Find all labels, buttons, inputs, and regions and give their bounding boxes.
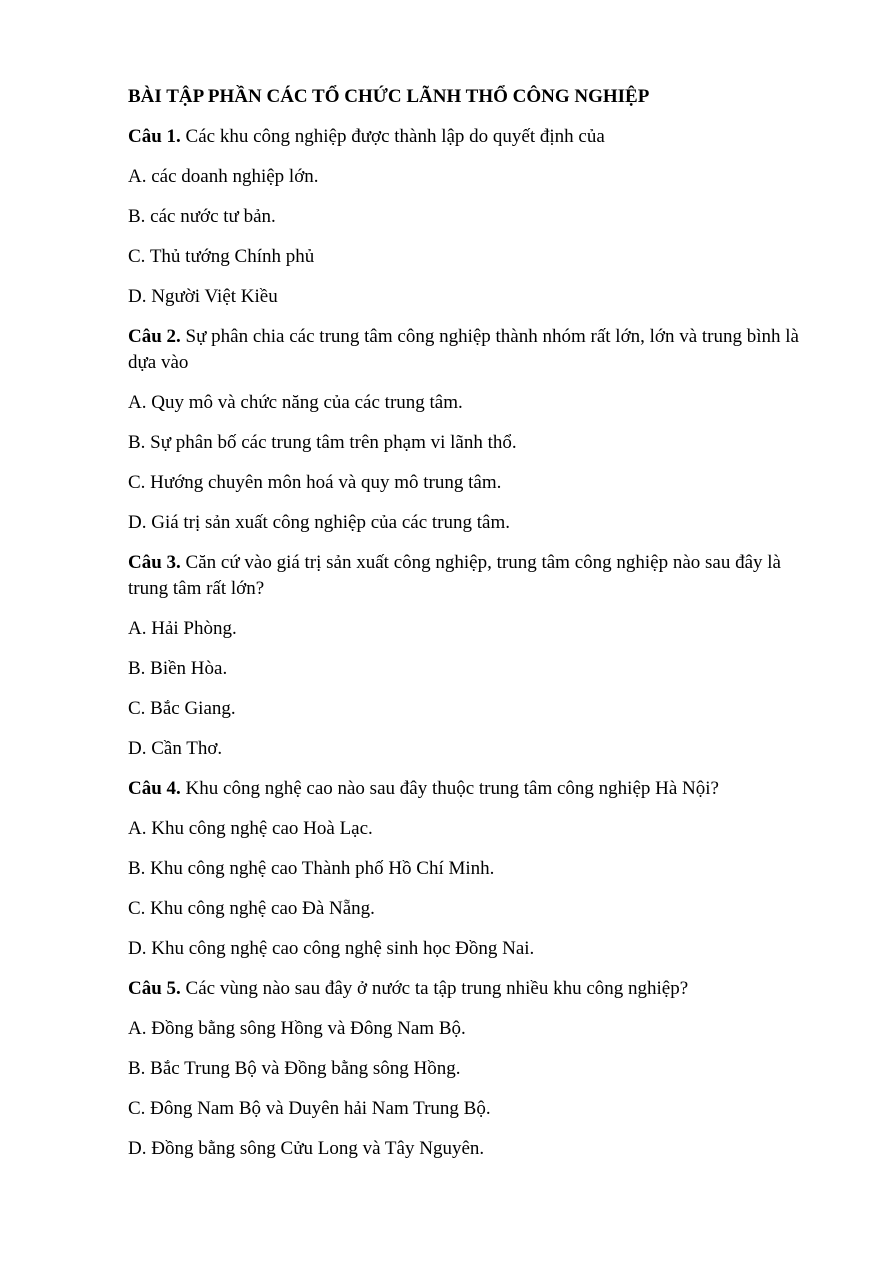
answer-option-a: A. Hải Phòng. xyxy=(128,618,237,639)
document-page xyxy=(128,84,818,1176)
answer-option-a: A. Khu công nghệ cao Hoà Lạc. xyxy=(128,818,373,839)
question-stem xyxy=(128,550,818,602)
answer-option-b: B. Sự phân bố các trung tâm trên phạm vi lãnh thổ. xyxy=(128,432,517,453)
question-block xyxy=(128,776,818,962)
answer-option-c: C. Thủ tướng Chính phủ xyxy=(128,246,315,267)
answer-option-b: B. Khu công nghệ cao Thành phố Hồ Chí Minh. xyxy=(128,858,495,879)
question-text: Các vùng nào sau đây ở nước ta tập trung nhiều khu công nghiệp? xyxy=(180,978,689,999)
answer-option-d: D. Người Việt Kiều xyxy=(128,286,278,307)
answer-option-b: B. các nước tư bản. xyxy=(128,206,276,227)
question-number: Câu 5. xyxy=(128,978,181,999)
question-block xyxy=(128,124,818,310)
answer-option-a: A. các doanh nghiệp lớn. xyxy=(128,166,319,187)
answer-option-d: D. Giá trị sản xuất công nghiệp của các trung tâm. xyxy=(128,512,510,533)
answer-option-c: C. Bắc Giang. xyxy=(128,698,236,719)
question-text: Căn cứ vào giá trị sản xuất công nghiệp, trung tâm công nghiệp nào sau đây là trung tâm rất lớn? xyxy=(128,552,781,599)
question-stem xyxy=(128,776,818,802)
question-stem xyxy=(128,124,818,150)
answer-option-c: C. Hướng chuyên môn hoá và quy mô trung tâm. xyxy=(128,472,502,493)
question-number: Câu 1. xyxy=(128,126,181,147)
answer-option-c: C. Đông Nam Bộ và Duyên hải Nam Trung Bộ. xyxy=(128,1098,491,1119)
document-title: BÀI TẬP PHẦN CÁC TỔ CHỨC LÃNH THỔ CÔNG NGHIỆP xyxy=(128,86,650,107)
question-block xyxy=(128,324,818,536)
question-block xyxy=(128,550,818,762)
question-stem xyxy=(128,324,818,376)
question-number: Câu 2. xyxy=(128,326,181,347)
answer-option-a: A. Quy mô và chức năng của các trung tâm. xyxy=(128,392,463,413)
answer-option-d: D. Cần Thơ. xyxy=(128,738,223,759)
question-text: Các khu công nghiệp được thành lập do quyết định của xyxy=(180,126,605,147)
question-number: Câu 3. xyxy=(128,552,181,573)
answer-option-d: D. Đồng bằng sông Cửu Long và Tây Nguyên. xyxy=(128,1138,485,1159)
question-text: Khu công nghệ cao nào sau đây thuộc trung tâm công nghiệp Hà Nội? xyxy=(180,778,719,799)
answer-option-d: D. Khu công nghệ cao công nghệ sinh học Đồng Nai. xyxy=(128,938,535,959)
answer-option-c: C. Khu công nghệ cao Đà Nẵng. xyxy=(128,898,375,919)
answer-option-b: B. Biền Hòa. xyxy=(128,658,228,679)
question-block xyxy=(128,976,818,1162)
answer-option-b: B. Bắc Trung Bộ và Đồng bằng sông Hồng. xyxy=(128,1058,461,1079)
question-number: Câu 4. xyxy=(128,778,181,799)
question-text: Sự phân chia các trung tâm công nghiệp thành nhóm rất lớn, lớn và trung bình là dựa vào xyxy=(128,326,799,373)
question-stem xyxy=(128,976,818,1002)
answer-option-a: A. Đồng bằng sông Hồng và Đông Nam Bộ. xyxy=(128,1018,466,1039)
